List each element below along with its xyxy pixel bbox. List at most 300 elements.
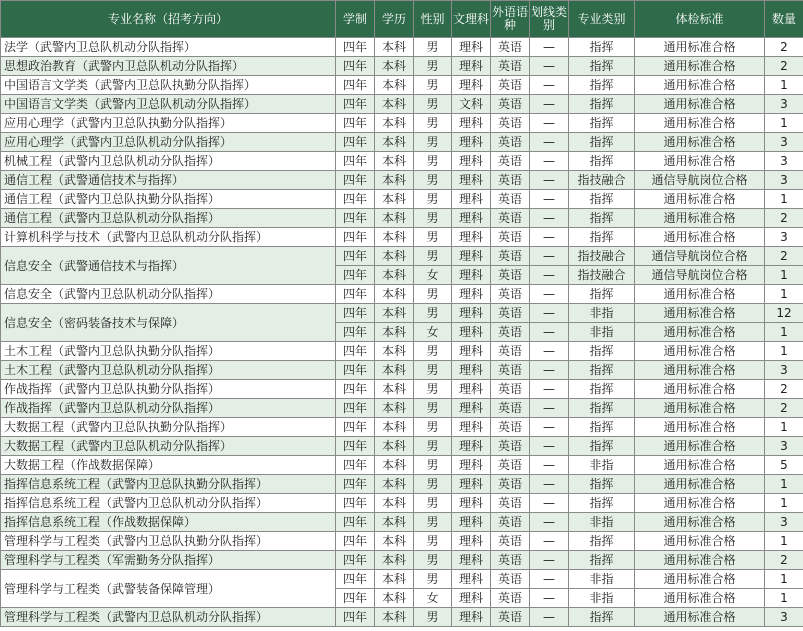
cell-years: 四年 (336, 171, 375, 190)
table-row (1, 171, 803, 190)
cell-physical: 通用标准合格 (635, 456, 765, 475)
cell-major: 通信工程（武警内卫总队执勤分队指挥） (1, 190, 336, 209)
cell-physical: 通用标准合格 (635, 342, 765, 361)
cell-gender: 男 (414, 532, 452, 551)
cell-years: 四年 (336, 114, 375, 133)
cell-major: 信息安全（武警通信技术与指挥） (1, 247, 336, 285)
cell-degree: 本科 (375, 437, 414, 456)
table-header-row (1, 1, 803, 38)
cell-major: 管理科学与工程类（武警装备保障管理） (1, 570, 336, 608)
cell-count: 3 (765, 608, 803, 627)
cell-major: 管理科学与工程类（武警内卫总队机动分队指挥） (1, 608, 336, 627)
table-row (1, 209, 803, 228)
cell-language: 英语 (491, 570, 530, 589)
cell-category: 非指 (569, 456, 635, 475)
table-row (1, 95, 803, 114)
cell-count: 1 (765, 475, 803, 494)
cell-subject: 理科 (452, 152, 491, 171)
cell-subject: 理科 (452, 285, 491, 304)
cell-category: 指挥 (569, 209, 635, 228)
cell-years: 四年 (336, 285, 375, 304)
table-row (1, 437, 803, 456)
cell-years: 四年 (336, 266, 375, 285)
cell-category: 指挥 (569, 494, 635, 513)
cell-major: 通信工程（武警通信技术与指挥） (1, 171, 336, 190)
cell-years: 四年 (336, 38, 375, 57)
cell-category: 指挥 (569, 114, 635, 133)
cell-years: 四年 (336, 570, 375, 589)
cell-years: 四年 (336, 95, 375, 114)
cell-gender: 女 (414, 266, 452, 285)
cell-gender: 男 (414, 342, 452, 361)
cell-years: 四年 (336, 57, 375, 76)
cell-subject: 理科 (452, 38, 491, 57)
cell-line: — (530, 95, 569, 114)
cell-degree: 本科 (375, 323, 414, 342)
cell-gender: 男 (414, 437, 452, 456)
cell-years: 四年 (336, 589, 375, 608)
cell-language: 英语 (491, 95, 530, 114)
cell-degree: 本科 (375, 380, 414, 399)
cell-count: 3 (765, 95, 803, 114)
cell-category: 非指 (569, 513, 635, 532)
cell-gender: 男 (414, 38, 452, 57)
cell-physical: 通用标准合格 (635, 418, 765, 437)
cell-degree: 本科 (375, 551, 414, 570)
cell-language: 英语 (491, 399, 530, 418)
cell-degree: 本科 (375, 266, 414, 285)
cell-subject: 理科 (452, 608, 491, 627)
cell-line: — (530, 266, 569, 285)
cell-major: 中国语言文学类（武警内卫总队机动分队指挥） (1, 95, 336, 114)
cell-degree: 本科 (375, 285, 414, 304)
table-row (1, 361, 803, 380)
cell-years: 四年 (336, 399, 375, 418)
cell-subject: 理科 (452, 589, 491, 608)
cell-years: 四年 (336, 342, 375, 361)
cell-count: 1 (765, 494, 803, 513)
cell-major: 管理科学与工程类（军需勤务分队指挥） (1, 551, 336, 570)
cell-language: 英语 (491, 456, 530, 475)
cell-language: 英语 (491, 342, 530, 361)
cell-subject: 文科 (452, 95, 491, 114)
cell-count: 12 (765, 304, 803, 323)
cell-major: 思想政治教育（武警内卫总队机动分队指挥） (1, 57, 336, 76)
cell-physical: 通用标准合格 (635, 361, 765, 380)
table-row (1, 76, 803, 95)
cell-gender: 男 (414, 456, 452, 475)
cell-years: 四年 (336, 76, 375, 95)
cell-major: 法学（武警内卫总队机动分队指挥） (1, 38, 336, 57)
cell-years: 四年 (336, 247, 375, 266)
cell-major: 指挥信息系统工程（作战数据保障） (1, 513, 336, 532)
cell-count: 1 (765, 190, 803, 209)
cell-degree: 本科 (375, 570, 414, 589)
cell-language: 英语 (491, 494, 530, 513)
cell-physical: 通信导航岗位合格 (635, 266, 765, 285)
cell-physical: 通用标准合格 (635, 323, 765, 342)
cell-gender: 男 (414, 228, 452, 247)
cell-years: 四年 (336, 133, 375, 152)
cell-gender: 男 (414, 513, 452, 532)
cell-physical: 通用标准合格 (635, 513, 765, 532)
table-row (1, 133, 803, 152)
cell-years: 四年 (336, 513, 375, 532)
cell-count: 3 (765, 361, 803, 380)
cell-major: 大数据工程（武警内卫总队机动分队指挥） (1, 437, 336, 456)
cell-category: 非指 (569, 589, 635, 608)
table-row (1, 494, 803, 513)
cell-line: — (530, 589, 569, 608)
cell-subject: 理科 (452, 361, 491, 380)
cell-years: 四年 (336, 152, 375, 171)
cell-degree: 本科 (375, 247, 414, 266)
header-years: 学制 (336, 1, 375, 38)
cell-count: 2 (765, 551, 803, 570)
cell-degree: 本科 (375, 171, 414, 190)
cell-degree: 本科 (375, 494, 414, 513)
cell-count: 3 (765, 228, 803, 247)
cell-subject: 理科 (452, 437, 491, 456)
cell-language: 英语 (491, 437, 530, 456)
cell-years: 四年 (336, 494, 375, 513)
cell-degree: 本科 (375, 342, 414, 361)
cell-gender: 男 (414, 475, 452, 494)
cell-language: 英语 (491, 608, 530, 627)
cell-language: 英语 (491, 76, 530, 95)
cell-gender: 男 (414, 570, 452, 589)
cell-physical: 通信导航岗位合格 (635, 247, 765, 266)
table-row (1, 513, 803, 532)
table-row (1, 57, 803, 76)
cell-gender: 男 (414, 608, 452, 627)
cell-major: 作战指挥（武警内卫总队执勤分队指挥） (1, 380, 336, 399)
cell-language: 英语 (491, 133, 530, 152)
cell-language: 英语 (491, 38, 530, 57)
table-row (1, 399, 803, 418)
cell-physical: 通用标准合格 (635, 494, 765, 513)
cell-gender: 男 (414, 76, 452, 95)
cell-count: 3 (765, 133, 803, 152)
cell-gender: 男 (414, 551, 452, 570)
cell-gender: 女 (414, 323, 452, 342)
cell-subject: 理科 (452, 228, 491, 247)
header-physical: 体检标准 (635, 1, 765, 38)
table-row (1, 285, 803, 304)
cell-count: 3 (765, 513, 803, 532)
cell-count: 2 (765, 209, 803, 228)
table-row (1, 380, 803, 399)
cell-degree: 本科 (375, 399, 414, 418)
cell-line: — (530, 190, 569, 209)
cell-subject: 理科 (452, 171, 491, 190)
cell-major: 大数据工程（作战数据保障） (1, 456, 336, 475)
cell-major: 中国语言文学类（武警内卫总队执勤分队指挥） (1, 76, 336, 95)
cell-line: — (530, 475, 569, 494)
cell-degree: 本科 (375, 608, 414, 627)
cell-subject: 理科 (452, 532, 491, 551)
cell-degree: 本科 (375, 209, 414, 228)
cell-category: 指挥 (569, 418, 635, 437)
cell-gender: 男 (414, 361, 452, 380)
cell-physical: 通用标准合格 (635, 209, 765, 228)
cell-category: 非指 (569, 323, 635, 342)
cell-major: 指挥信息系统工程（武警内卫总队机动分队指挥） (1, 494, 336, 513)
cell-degree: 本科 (375, 513, 414, 532)
cell-category: 指挥 (569, 399, 635, 418)
cell-line: — (530, 133, 569, 152)
cell-category: 指挥 (569, 532, 635, 551)
cell-physical: 通用标准合格 (635, 475, 765, 494)
cell-degree: 本科 (375, 190, 414, 209)
cell-major: 应用心理学（武警内卫总队执勤分队指挥） (1, 114, 336, 133)
cell-category: 指挥 (569, 437, 635, 456)
cell-language: 英语 (491, 589, 530, 608)
header-degree: 学历 (375, 1, 414, 38)
cell-gender: 男 (414, 494, 452, 513)
cell-category: 非指 (569, 304, 635, 323)
cell-gender: 男 (414, 171, 452, 190)
cell-line: — (530, 304, 569, 323)
cell-line: — (530, 38, 569, 57)
table-row (1, 114, 803, 133)
cell-count: 1 (765, 266, 803, 285)
cell-years: 四年 (336, 304, 375, 323)
cell-language: 英语 (491, 513, 530, 532)
cell-physical: 通用标准合格 (635, 570, 765, 589)
cell-subject: 理科 (452, 114, 491, 133)
table-row (1, 456, 803, 475)
cell-gender: 男 (414, 133, 452, 152)
cell-physical: 通用标准合格 (635, 190, 765, 209)
cell-line: — (530, 437, 569, 456)
cell-line: — (530, 342, 569, 361)
cell-count: 2 (765, 399, 803, 418)
cell-physical: 通用标准合格 (635, 38, 765, 57)
cell-language: 英语 (491, 209, 530, 228)
cell-gender: 男 (414, 114, 452, 133)
cell-years: 四年 (336, 361, 375, 380)
cell-major: 计算机科学与技术（武警内卫总队机动分队指挥） (1, 228, 336, 247)
cell-language: 英语 (491, 361, 530, 380)
cell-language: 英语 (491, 532, 530, 551)
cell-major: 应用心理学（武警内卫总队机动分队指挥） (1, 133, 336, 152)
cell-subject: 理科 (452, 551, 491, 570)
table-row (1, 38, 803, 57)
cell-major: 信息安全（武警内卫总队机动分队指挥） (1, 285, 336, 304)
cell-gender: 男 (414, 57, 452, 76)
cell-language: 英语 (491, 418, 530, 437)
cell-line: — (530, 361, 569, 380)
cell-subject: 理科 (452, 304, 491, 323)
cell-subject: 理科 (452, 399, 491, 418)
cell-years: 四年 (336, 532, 375, 551)
cell-degree: 本科 (375, 133, 414, 152)
cell-count: 1 (765, 76, 803, 95)
cell-degree: 本科 (375, 304, 414, 323)
cell-category: 指挥 (569, 133, 635, 152)
cell-language: 英语 (491, 475, 530, 494)
cell-category: 指挥 (569, 475, 635, 494)
cell-degree: 本科 (375, 418, 414, 437)
header-count: 数量 (765, 1, 803, 38)
cell-years: 四年 (336, 228, 375, 247)
cell-line: — (530, 494, 569, 513)
cell-line: — (530, 608, 569, 627)
cell-language: 英语 (491, 228, 530, 247)
cell-category: 指挥 (569, 380, 635, 399)
cell-subject: 理科 (452, 323, 491, 342)
cell-language: 英语 (491, 152, 530, 171)
cell-subject: 理科 (452, 380, 491, 399)
cell-degree: 本科 (375, 114, 414, 133)
cell-line: — (530, 152, 569, 171)
cell-major: 信息安全（密码装备技术与保障） (1, 304, 336, 342)
cell-count: 3 (765, 171, 803, 190)
cell-gender: 女 (414, 589, 452, 608)
cell-category: 非指 (569, 570, 635, 589)
cell-subject: 理科 (452, 209, 491, 228)
cell-count: 1 (765, 589, 803, 608)
cell-major: 土木工程（武警内卫总队执勤分队指挥） (1, 342, 336, 361)
cell-years: 四年 (336, 323, 375, 342)
cell-category: 指挥 (569, 57, 635, 76)
cell-subject: 理科 (452, 76, 491, 95)
cell-physical: 通用标准合格 (635, 285, 765, 304)
cell-category: 指挥 (569, 228, 635, 247)
cell-major: 通信工程（武警内卫总队机动分队指挥） (1, 209, 336, 228)
cell-count: 1 (765, 570, 803, 589)
header-major: 专业名称（招考方向） (1, 1, 336, 38)
cell-subject: 理科 (452, 133, 491, 152)
cell-subject: 理科 (452, 513, 491, 532)
cell-degree: 本科 (375, 361, 414, 380)
cell-line: — (530, 57, 569, 76)
cell-line: — (530, 570, 569, 589)
cell-degree: 本科 (375, 57, 414, 76)
cell-major: 指挥信息系统工程（武警内卫总队执勤分队指挥） (1, 475, 336, 494)
cell-years: 四年 (336, 608, 375, 627)
cell-gender: 男 (414, 399, 452, 418)
cell-line: — (530, 114, 569, 133)
cell-years: 四年 (336, 475, 375, 494)
cell-count: 2 (765, 380, 803, 399)
cell-language: 英语 (491, 266, 530, 285)
cell-line: — (530, 209, 569, 228)
cell-category: 指挥 (569, 551, 635, 570)
cell-count: 2 (765, 57, 803, 76)
cell-physical: 通用标准合格 (635, 608, 765, 627)
cell-gender: 男 (414, 152, 452, 171)
table-row (1, 342, 803, 361)
cell-physical: 通信导航岗位合格 (635, 171, 765, 190)
cell-degree: 本科 (375, 152, 414, 171)
cell-gender: 男 (414, 190, 452, 209)
header-gender: 性别 (414, 1, 452, 38)
cell-subject: 理科 (452, 57, 491, 76)
cell-physical: 通用标准合格 (635, 551, 765, 570)
cell-physical: 通用标准合格 (635, 114, 765, 133)
cell-major: 土木工程（武警内卫总队机动分队指挥） (1, 361, 336, 380)
cell-subject: 理科 (452, 342, 491, 361)
cell-line: — (530, 551, 569, 570)
cell-language: 英语 (491, 114, 530, 133)
cell-years: 四年 (336, 190, 375, 209)
cell-language: 英语 (491, 380, 530, 399)
cell-category: 指挥 (569, 190, 635, 209)
cell-language: 英语 (491, 304, 530, 323)
cell-language: 英语 (491, 247, 530, 266)
cell-gender: 男 (414, 95, 452, 114)
cell-language: 英语 (491, 285, 530, 304)
cell-physical: 通用标准合格 (635, 380, 765, 399)
cell-degree: 本科 (375, 532, 414, 551)
header-language: 外语语种 (491, 1, 530, 38)
cell-category: 指技融合 (569, 266, 635, 285)
table-row (1, 418, 803, 437)
table-row (1, 608, 803, 627)
cell-category: 指挥 (569, 361, 635, 380)
cell-line: — (530, 513, 569, 532)
cell-degree: 本科 (375, 228, 414, 247)
cell-category: 指挥 (569, 38, 635, 57)
table-body (1, 38, 803, 627)
cell-degree: 本科 (375, 475, 414, 494)
cell-subject: 理科 (452, 570, 491, 589)
cell-line: — (530, 76, 569, 95)
cell-line: — (530, 532, 569, 551)
cell-years: 四年 (336, 209, 375, 228)
cell-count: 1 (765, 342, 803, 361)
cell-physical: 通用标准合格 (635, 532, 765, 551)
cell-language: 英语 (491, 57, 530, 76)
table-row (1, 228, 803, 247)
cell-category: 指挥 (569, 76, 635, 95)
cell-line: — (530, 380, 569, 399)
cell-count: 1 (765, 285, 803, 304)
cell-category: 指技融合 (569, 171, 635, 190)
cell-category: 指挥 (569, 342, 635, 361)
cell-count: 1 (765, 418, 803, 437)
cell-gender: 男 (414, 209, 452, 228)
cell-gender: 男 (414, 285, 452, 304)
table-row (1, 475, 803, 494)
cell-subject: 理科 (452, 247, 491, 266)
cell-subject: 理科 (452, 190, 491, 209)
table-row (1, 570, 803, 589)
cell-years: 四年 (336, 418, 375, 437)
cell-subject: 理科 (452, 418, 491, 437)
cell-physical: 通用标准合格 (635, 133, 765, 152)
cell-count: 1 (765, 114, 803, 133)
cell-gender: 男 (414, 380, 452, 399)
cell-subject: 理科 (452, 475, 491, 494)
table-row (1, 247, 803, 266)
cell-major: 机械工程（武警内卫总队机动分队指挥） (1, 152, 336, 171)
cell-subject: 理科 (452, 266, 491, 285)
cell-degree: 本科 (375, 95, 414, 114)
cell-count: 3 (765, 152, 803, 171)
cell-years: 四年 (336, 380, 375, 399)
cell-line: — (530, 247, 569, 266)
cell-category: 指挥 (569, 95, 635, 114)
cell-language: 英语 (491, 171, 530, 190)
cell-category: 指挥 (569, 608, 635, 627)
cell-physical: 通用标准合格 (635, 437, 765, 456)
cell-major: 作战指挥（武警内卫总队机动分队指挥） (1, 399, 336, 418)
cell-line: — (530, 323, 569, 342)
cell-physical: 通用标准合格 (635, 228, 765, 247)
